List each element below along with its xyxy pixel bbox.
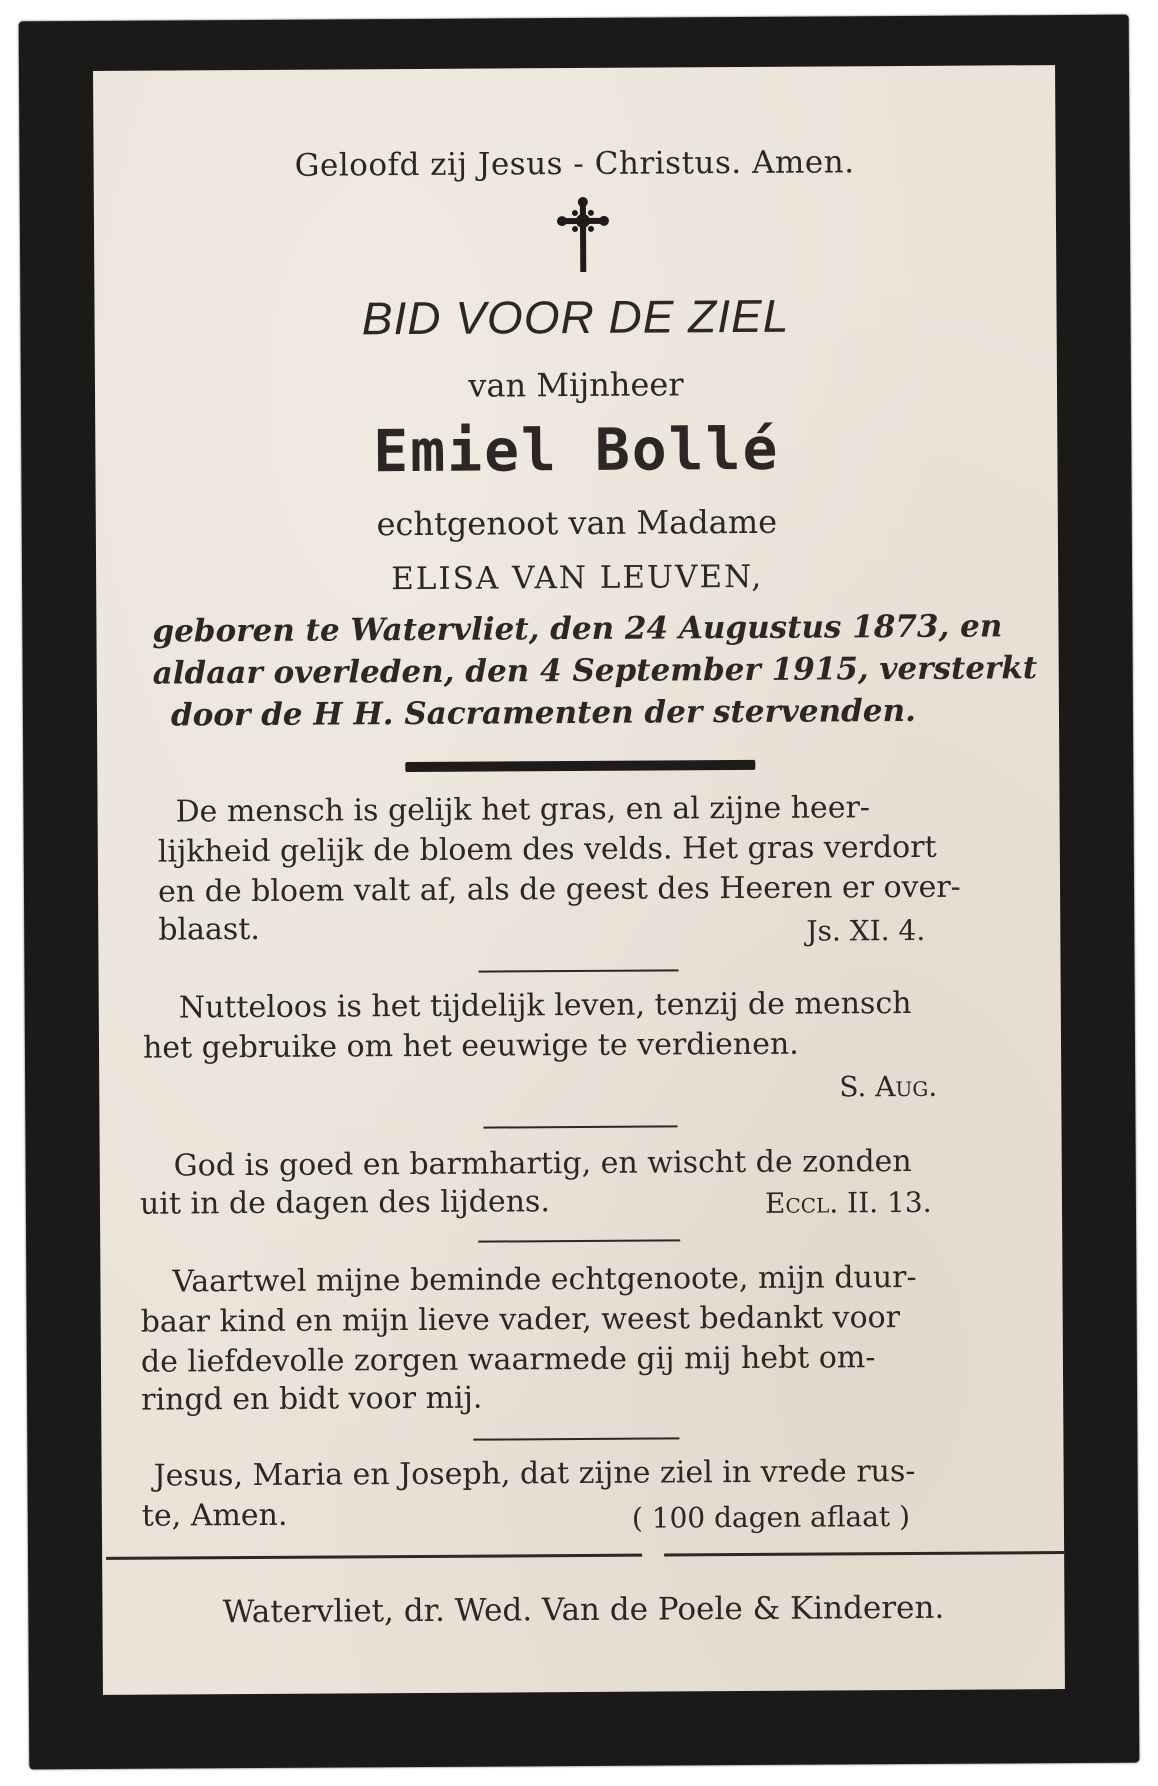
verse-line: te, Amen. [141, 1497, 288, 1534]
verse-source: Eccl. II. 13. [764, 1185, 932, 1220]
verse-line: Jesus, Maria en Joseph, dat zijne ziel in vrede rus- [153, 1453, 916, 1494]
card-title: BID VOOR DE ZIEL [361, 289, 790, 345]
divider [405, 760, 755, 772]
verse-source: Js. XI. 4. [806, 913, 926, 948]
bio-line: geboren te Watervliet, den 24 Augustus 1873, en [152, 608, 1003, 650]
verse-line: Vaartwel mijne beminde echtgenoote, mijn duur- [172, 1259, 917, 1300]
deceased-name: Emiel Bollé [373, 414, 780, 486]
verse-line: God is goed en barmhartig, en wischt de zonden [173, 1143, 912, 1184]
verse-line: lijkheid gelijk de bloem des velds. Het gras verdort [157, 829, 937, 870]
verse-line: blaast. [158, 911, 260, 948]
verse-line: ringd en bidt voor mij. [141, 1380, 483, 1418]
verse-line: De mensch is gelijk het gras, en al zijne heer- [175, 790, 871, 830]
cross-icon [555, 196, 611, 276]
divider [479, 969, 679, 972]
divider [664, 1551, 1064, 1556]
verse-line: het gebruike om het eeuwige te verdienen. [142, 1026, 799, 1066]
printer-imprint: Watervliet, dr. Wed. Van de Poele & Kinderen. [222, 1589, 945, 1631]
divider [478, 1239, 680, 1242]
verse-source: S. Aug. [839, 1069, 938, 1104]
divider [106, 1554, 642, 1560]
verse-line: en de bloem valt af, als de geest des Heeren er over- [157, 869, 961, 910]
verse-line: uit in de dagen des lijdens. [139, 1184, 551, 1222]
bio-line: door de H H. Sacramenten der stervenden. [170, 692, 916, 734]
invocation: Geloofd zij Jesus - Christus. Amen. [294, 144, 855, 184]
spouse-label: echtgenoot van Madame [376, 502, 778, 544]
bio-line: aldaar overleden, den 4 September 1915, versterkt [152, 650, 1038, 692]
verse-line: baar kind en mijn lieve vader, weest bedankt voor [140, 1300, 901, 1340]
divider [473, 1437, 679, 1440]
verse-line: Nutteloos is het tijdelijk leven, tenzij de mensch [178, 985, 912, 1026]
divider [484, 1125, 678, 1128]
verse-source: ( 100 dagen aflaat ) [631, 1499, 911, 1535]
spouse-name: ELISA VAN LEUVEN, [391, 558, 764, 598]
verse-line: de liefdevolle zorgen waarmede gij mij hebt om- [140, 1340, 876, 1380]
memorial-card [93, 65, 1065, 1695]
van-label: van Mijnheer [468, 365, 684, 405]
